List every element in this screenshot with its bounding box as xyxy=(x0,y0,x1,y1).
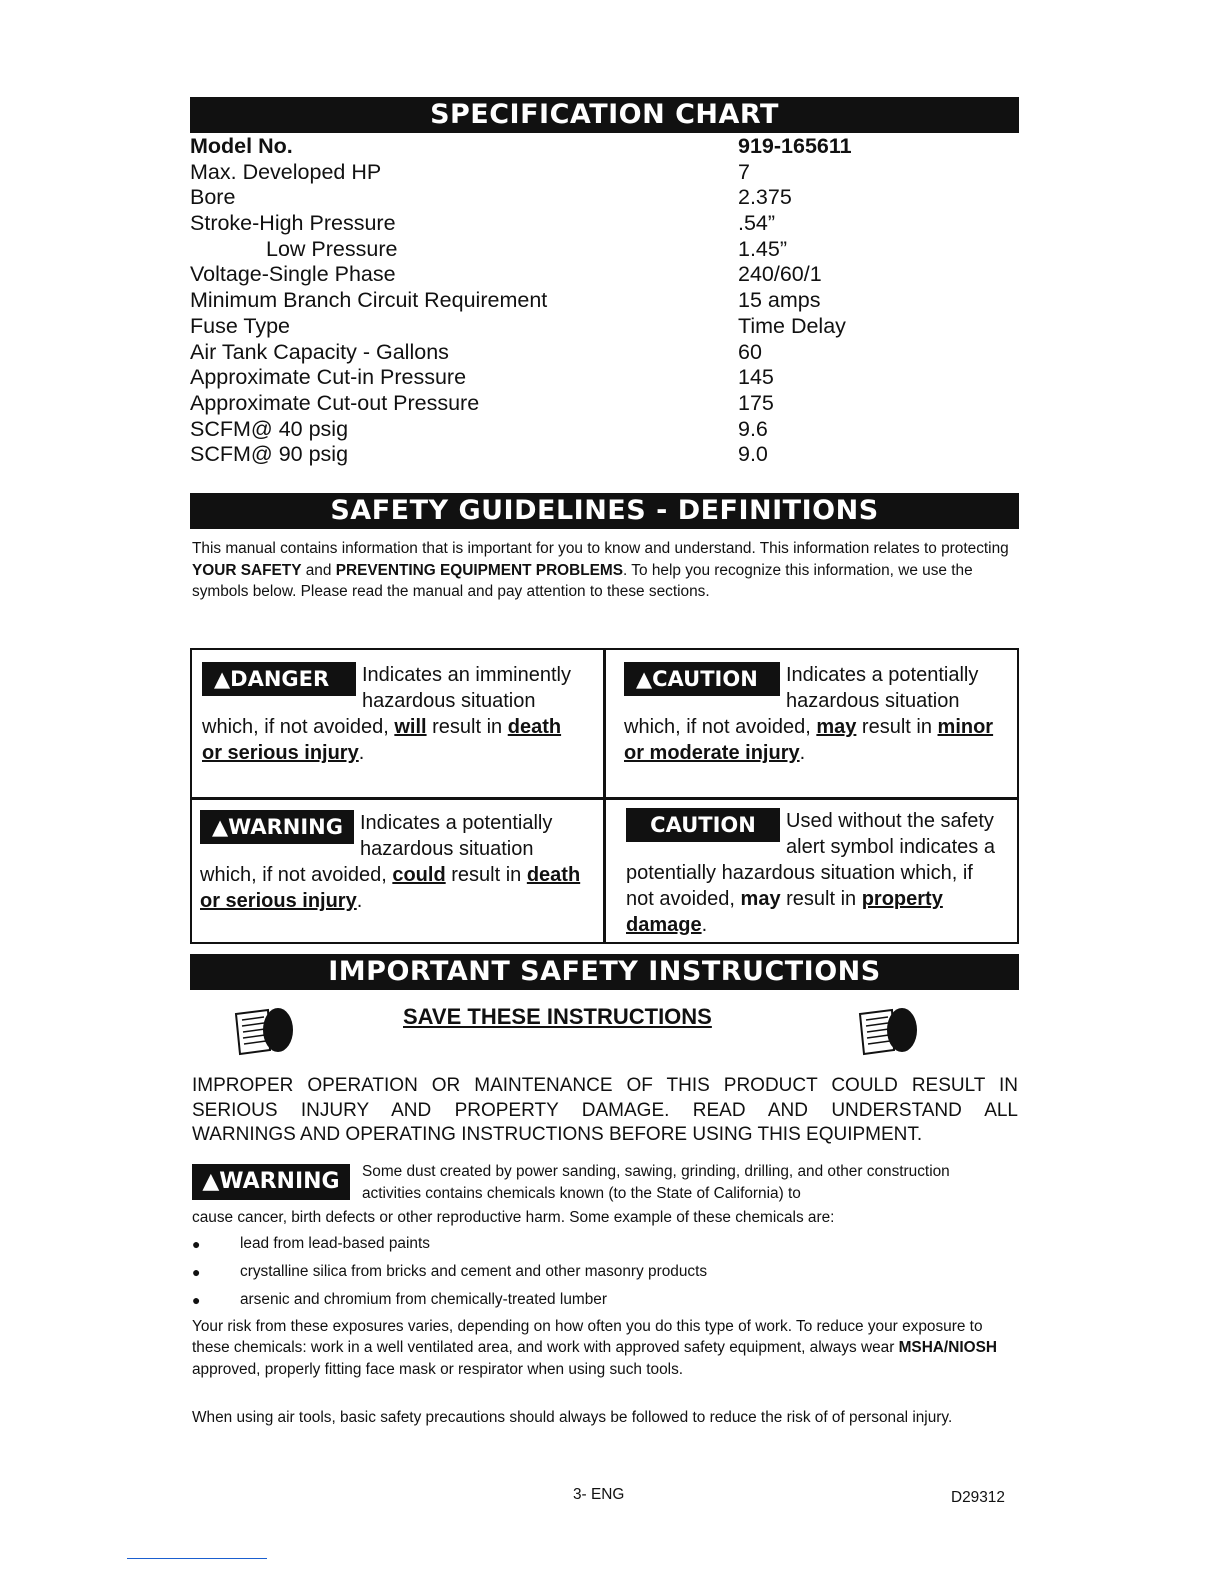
exposure-paragraph xyxy=(192,1316,1012,1380)
safety-guidelines-title: SAFETY GUIDELINES - DEFINITIONS xyxy=(190,493,1019,529)
bullet-icon: ● xyxy=(192,1236,201,1252)
danger-definition xyxy=(202,662,582,766)
caution-alert-badge: ▲CAUTION xyxy=(624,662,780,696)
manual-book-icon xyxy=(856,1002,920,1058)
spec-label: Voltage-Single Phase xyxy=(190,262,396,287)
spec-value: 2.375 xyxy=(738,185,792,210)
definition-text: . xyxy=(701,914,708,936)
warning-text: cause cancer, birth defects or other reproductive harm. Some example of these chemicals are: xyxy=(192,1209,835,1226)
warning-badge: ▲WARNING xyxy=(192,1164,350,1200)
definition-text: Indicates a potentially hazardous situation which, if not avoided, xyxy=(624,664,979,738)
spec-row xyxy=(190,391,1019,417)
intro-emphasis: PREVENTING EQUIPMENT PROBLEMS xyxy=(335,561,624,579)
spec-row xyxy=(190,185,1019,211)
caution-definition xyxy=(626,808,1006,938)
intro-text: and xyxy=(301,561,336,579)
warning-badge: ▲WARNING xyxy=(200,810,354,844)
spec-row xyxy=(190,365,1019,391)
spec-row xyxy=(190,160,1019,186)
definition-emphasis: will xyxy=(394,716,427,738)
definition-emphasis: may xyxy=(740,888,781,910)
caps-line: IMPROPER OPERATION OR MAINTENANCE OF THIS PRODUCT COULD RESULT IN xyxy=(192,1075,1018,1096)
list-item-text: lead from lead-based paints xyxy=(240,1235,430,1252)
intro-text: . To help you recognize this information, we use the symbols below. Please read the manual and pay attention to these sections. xyxy=(192,561,973,601)
grid-divider xyxy=(603,650,606,942)
spec-row xyxy=(190,314,1019,340)
spec-label: Fuse Type xyxy=(190,313,290,338)
intro-text: This manual contains information that is important for you to know and understand. This information relates to protecting xyxy=(192,540,1009,557)
definition-text: . xyxy=(799,742,806,764)
grid-divider xyxy=(192,797,1017,800)
spec-label: Approximate Cut-out Pressure xyxy=(190,390,480,415)
spec-label: SCFM@ 40 psig xyxy=(190,416,349,441)
definition-text: result in xyxy=(780,888,862,910)
spec-label: Max. Developed HP xyxy=(190,159,382,184)
spec-row xyxy=(190,211,1019,237)
spec-header-row xyxy=(190,134,1019,160)
list-item-text: arsenic and chromium from chemically-treated lumber xyxy=(240,1291,607,1308)
manual-book-icon xyxy=(232,1002,296,1058)
document-code: D29312 xyxy=(951,1489,1005,1506)
spec-label: Bore xyxy=(190,185,236,210)
definition-text: result in xyxy=(426,716,508,738)
list-item xyxy=(192,1261,1012,1289)
spec-table xyxy=(190,134,1019,468)
warning-text: Some dust created by power sanding, sawing, grinding, drilling, and other construction activities contains chemicals known (to the State of California) to xyxy=(362,1163,950,1202)
definition-text: Used without the safety alert symbol indicates a potentially hazardous situation which, if not avoided, xyxy=(626,810,995,910)
air-tools-paragraph: When using air tools, basic safety precautions should always be followed to reduce the risk of of personal injury. xyxy=(192,1409,953,1426)
spec-value: 175 xyxy=(738,390,774,415)
definition-emphasis: property damage xyxy=(626,888,943,936)
important-safety-title: IMPORTANT SAFETY INSTRUCTIONS xyxy=(190,954,1019,990)
spec-value: 1.45” xyxy=(738,236,788,261)
intro-emphasis: YOUR SAFETY xyxy=(192,561,302,579)
definition-emphasis: minor or moderate injury xyxy=(624,716,994,764)
spec-value: Time Delay xyxy=(738,313,846,338)
list-item xyxy=(192,1289,1012,1317)
list-item-text: crystalline silica from bricks and cement and other masonry products xyxy=(240,1263,708,1280)
spec-value: .54” xyxy=(738,211,776,236)
spec-chart-title: SPECIFICATION CHART xyxy=(190,97,1019,133)
chemicals-list xyxy=(192,1233,1012,1317)
spec-value: 15 amps xyxy=(738,288,821,313)
caps-line: SERIOUS INJURY AND PROPERTY DAMAGE. READ AND UNDERSTAND ALL xyxy=(192,1099,1018,1121)
bullet-icon: ● xyxy=(192,1264,201,1280)
definition-text: result in xyxy=(445,864,527,886)
footer-rule xyxy=(127,1558,267,1559)
definition-text: Indicates an imminently hazardous situation which, if not avoided, xyxy=(202,664,571,738)
warning-definition xyxy=(200,810,584,914)
spec-row xyxy=(190,237,1019,263)
spec-value: 7 xyxy=(738,159,750,184)
spec-row xyxy=(190,262,1019,288)
guidelines-intro xyxy=(192,538,1012,603)
caps-line: WARNINGS AND OPERATING INSTRUCTIONS BEFORE USING THIS EQUIPMENT. xyxy=(192,1124,923,1145)
caution-badge: CAUTION xyxy=(626,808,780,842)
definition-text: . xyxy=(358,742,365,764)
spec-value: 240/60/1 xyxy=(738,262,822,287)
page-number: 3- ENG xyxy=(573,1486,625,1503)
spec-value: 9.0 xyxy=(738,442,768,467)
improper-operation-warning xyxy=(192,1074,1018,1148)
spec-value: 9.6 xyxy=(738,416,768,441)
spec-value: 145 xyxy=(738,365,774,390)
spec-label: Model No. xyxy=(190,134,293,158)
spec-row xyxy=(190,442,1019,468)
spec-label: Stroke-High Pressure xyxy=(190,211,396,236)
bullet-icon: ● xyxy=(192,1292,201,1308)
save-instructions-heading: SAVE THESE INSTRUCTIONS xyxy=(403,1004,712,1029)
definition-text: Indicates a potentially hazardous situation which, if not avoided, xyxy=(200,812,553,886)
paragraph-text: Your risk from these exposures varies, depending on how often you do this type of work. To reduce your exposure to these chemicals: work in a well ventilated area, and work with approved safety equipment, always wear xyxy=(192,1318,983,1357)
list-item xyxy=(192,1233,1012,1261)
spec-label: Low Pressure xyxy=(266,236,398,261)
definition-emphasis: could xyxy=(392,864,446,886)
definitions-grid xyxy=(190,648,1019,944)
spec-label: Approximate Cut-in Pressure xyxy=(190,365,467,390)
spec-label: SCFM@ 90 psig xyxy=(190,442,349,467)
danger-badge: ▲DANGER xyxy=(202,662,356,696)
spec-row xyxy=(190,288,1019,314)
definition-emphasis: death or serious injury xyxy=(200,864,581,912)
definition-text: result in xyxy=(856,716,938,738)
definition-text: . xyxy=(356,890,363,912)
spec-value: 919-165611 xyxy=(738,134,852,158)
spec-row xyxy=(190,417,1019,443)
spec-row xyxy=(190,340,1019,366)
caution-alert-definition xyxy=(624,662,1004,766)
definition-emphasis: may xyxy=(816,716,857,738)
paragraph-text: approved, properly fitting face mask or respirator when using such tools. xyxy=(192,1360,684,1378)
definition-emphasis: death or serious injury xyxy=(202,716,562,764)
paragraph-emphasis: MSHA/NIOSH xyxy=(898,1339,997,1357)
spec-label: Air Tank Capacity - Gallons xyxy=(190,339,449,364)
spec-label: Minimum Branch Circuit Requirement xyxy=(190,288,548,313)
spec-value: 60 xyxy=(738,339,762,364)
